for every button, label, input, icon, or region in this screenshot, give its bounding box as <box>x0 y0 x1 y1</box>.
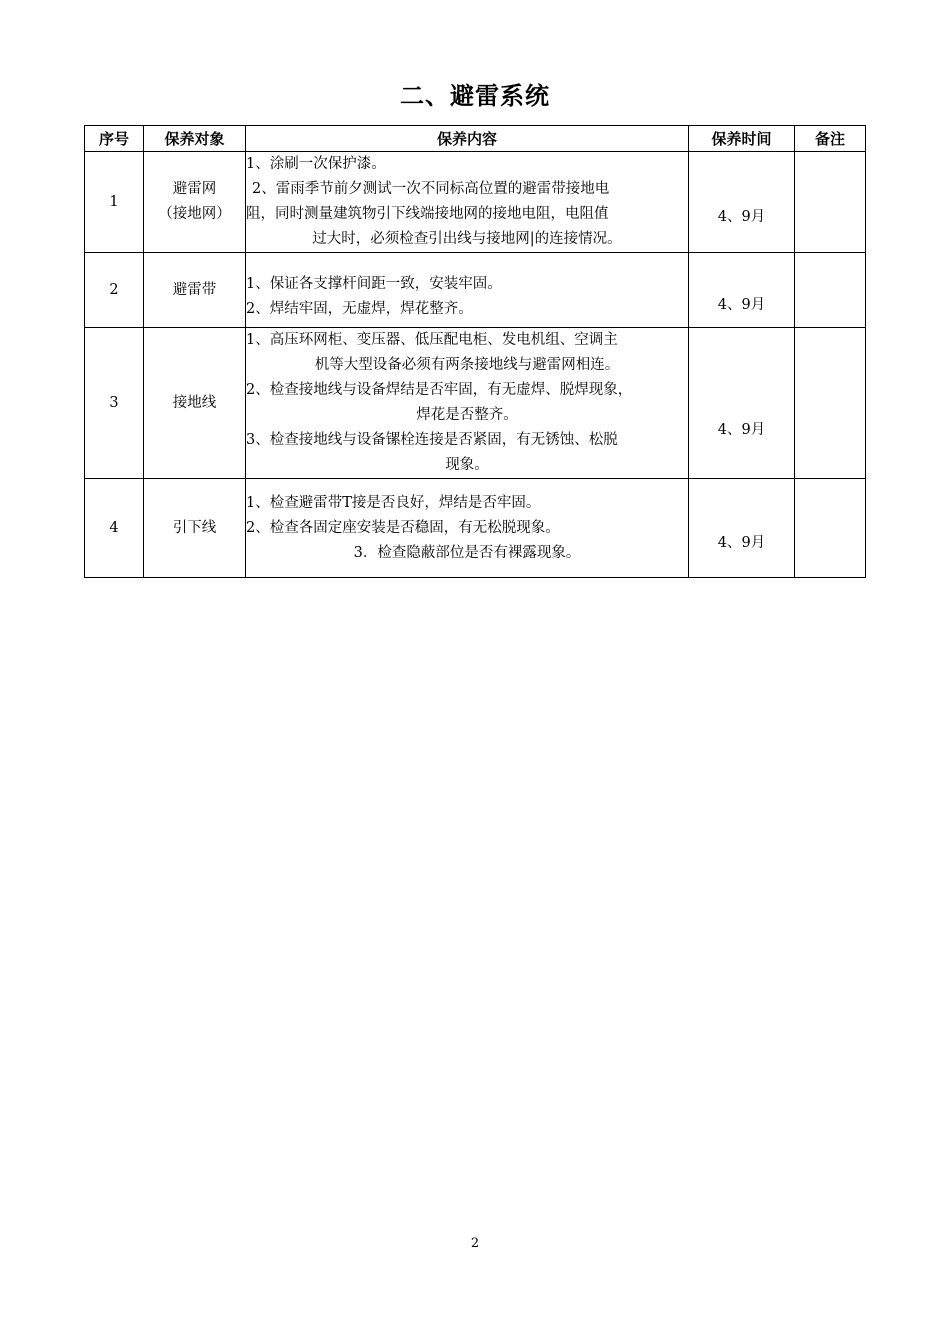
content-line: 1、高压环网柜、变压器、低压配电柜、发电机组、空调主 <box>246 332 618 348</box>
content-line: 1、涂刷一次保护漆。 <box>246 156 386 172</box>
row-content <box>246 253 689 328</box>
row-time <box>689 479 795 578</box>
table-row <box>85 253 866 328</box>
row-time <box>689 253 795 328</box>
row-object <box>144 328 246 479</box>
object-label: 引下线 <box>172 519 217 536</box>
content-line: 1、检查避雷带T接是否良好，焊结是否牢固。 <box>246 494 541 511</box>
content-line: 3、检查接地线与设备镙栓连接是否紧固，有无锈蚀、松脱 <box>246 432 618 448</box>
header-no: 序号 <box>85 126 144 152</box>
object-sublabel: （接地网） <box>158 206 231 222</box>
page-title: 二、避雷系统 <box>400 82 550 110</box>
row-content <box>246 152 689 253</box>
content-line: 焊花是否整齐。 <box>416 407 518 423</box>
content-line: 阻，同时测量建筑物引下线端接地网的接地电阻，电阻值 <box>246 206 609 222</box>
content-line: 现象。 <box>445 457 489 473</box>
header-note: 备注 <box>795 126 866 152</box>
table-row <box>85 328 866 479</box>
row-time <box>689 152 795 253</box>
row-object <box>144 152 246 253</box>
content-line: 3．检查隐蔽部位是否有裸露现象。 <box>353 544 581 561</box>
object-label: 避雷带 <box>172 281 217 298</box>
header-object: 保养对象 <box>144 126 246 152</box>
row-note <box>795 152 866 253</box>
row-content <box>246 328 689 479</box>
time-value: 4、9月 <box>717 535 766 551</box>
row-object <box>144 253 246 328</box>
page-number: 2 <box>470 1236 480 1251</box>
row-no: 2 <box>85 253 144 328</box>
row-no: 3 <box>85 328 144 479</box>
time-value: 4、9月 <box>717 422 766 438</box>
content-line: 2、雷雨季节前夕测试一次不同标高位置的避雷带接地电 <box>252 181 610 197</box>
content-line: 1、保证各支撑杆间距一致，安装牢固。 <box>246 275 502 292</box>
content-line: 机等大型设备必须有两条接地线与避雷网相连。 <box>314 357 620 373</box>
content-line: 2、焊结牢固，无虚焊，焊花整齐。 <box>246 300 473 317</box>
row-note <box>795 328 866 479</box>
time-value: 4、9月 <box>717 297 766 313</box>
row-no: 4 <box>85 479 144 578</box>
row-time <box>689 328 795 479</box>
row-note <box>795 253 866 328</box>
row-no: 1 <box>85 152 144 253</box>
table-header-row <box>85 126 866 152</box>
time-value: 4、9月 <box>717 208 766 225</box>
table-row <box>85 152 866 253</box>
object-label: 避雷网 <box>172 181 217 197</box>
content-line: 2、检查各固定座安装是否稳固，有无松脱现象。 <box>246 519 560 536</box>
header-time: 保养时间 <box>689 126 795 152</box>
header-content: 保养内容 <box>246 126 689 152</box>
row-note <box>795 479 866 578</box>
table-row <box>85 479 866 578</box>
object-label: 接地线 <box>172 394 217 411</box>
row-object <box>144 479 246 578</box>
content-line: 2、检查接地线与设备焊结是否牢固，有无虚焊、脱焊现象， <box>246 382 633 398</box>
maintenance-table <box>84 125 866 578</box>
row-content <box>246 479 689 578</box>
content-line: 过大时，必须检查引出线与接地网|的连接情况。 <box>312 231 622 247</box>
